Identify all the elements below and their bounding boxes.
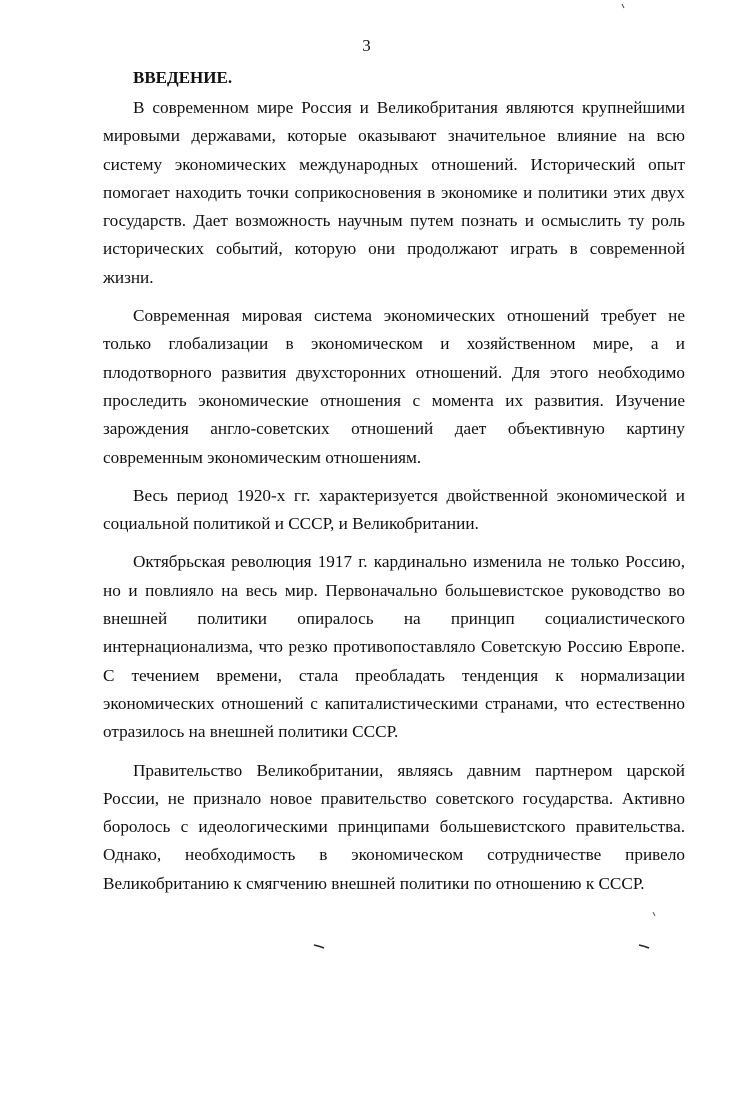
paragraph-1: В современном мире Россия и Великобритания являются крупнейшими мировыми державами, которые оказывают значительное влияние на всю систему экономических международных отношений. Исторический опыт помогает находить точки соприкосновения в экономике и политики этих двух государств. Дает возможность научным путем познать и осмыслить ту роль исторических событий, которую они продолжают играть в современной жизни. <box>103 98 685 287</box>
document-body <box>103 64 685 908</box>
paragraph-5: Правительство Великобритании, являясь давним партнером царской России, не признало новое правительство советского государства. Активно боролось с идеологическими принципами большевистского правительства. Однако, необходимость в экономическом сотрудничестве привело Великобританию к смягчению внешней политики по отношению к СССР. <box>103 760 685 893</box>
scan-artifact-bottom-left-icon <box>313 944 325 949</box>
scan-artifact-dot-icon <box>648 912 660 917</box>
paragraph-3: Весь период 1920-х гг. характеризуется двойственной экономической и социальной политикой и СССР, и Великобритании. <box>103 485 685 534</box>
section-heading: ВВЕДЕНИЕ. <box>133 68 233 87</box>
page-number: 3 <box>362 36 371 55</box>
scan-artifact-bottom-right-icon <box>638 944 650 949</box>
scan-artifact-top-icon <box>618 4 630 9</box>
paragraph-4: Октябрьская революция 1917 г. кардинально изменила не только Россию, но и повлияло на весь мир. Первоначально большевистское руководство во внешней политики опиралось на принцип социалистического интернационализма, что резко противопоставляло Советскую Россию Европе. С течением времени, стала преобладать тенденция к нормализации экономических отношений с капиталистическими странами, что естественно отразилось на внешней политики СССР. <box>103 552 685 742</box>
paragraph-2: Современная мировая система экономических отношений требует не только глобализации в экономическом и хозяйственном мире, а и плодотворного развития двухсторонних отношений. Для этого необходимо проследить экономические отношения с момента их развития. Изучение зарождения англо-советских отношений дает объективную картину современным экономическим отношениям. <box>103 306 685 467</box>
